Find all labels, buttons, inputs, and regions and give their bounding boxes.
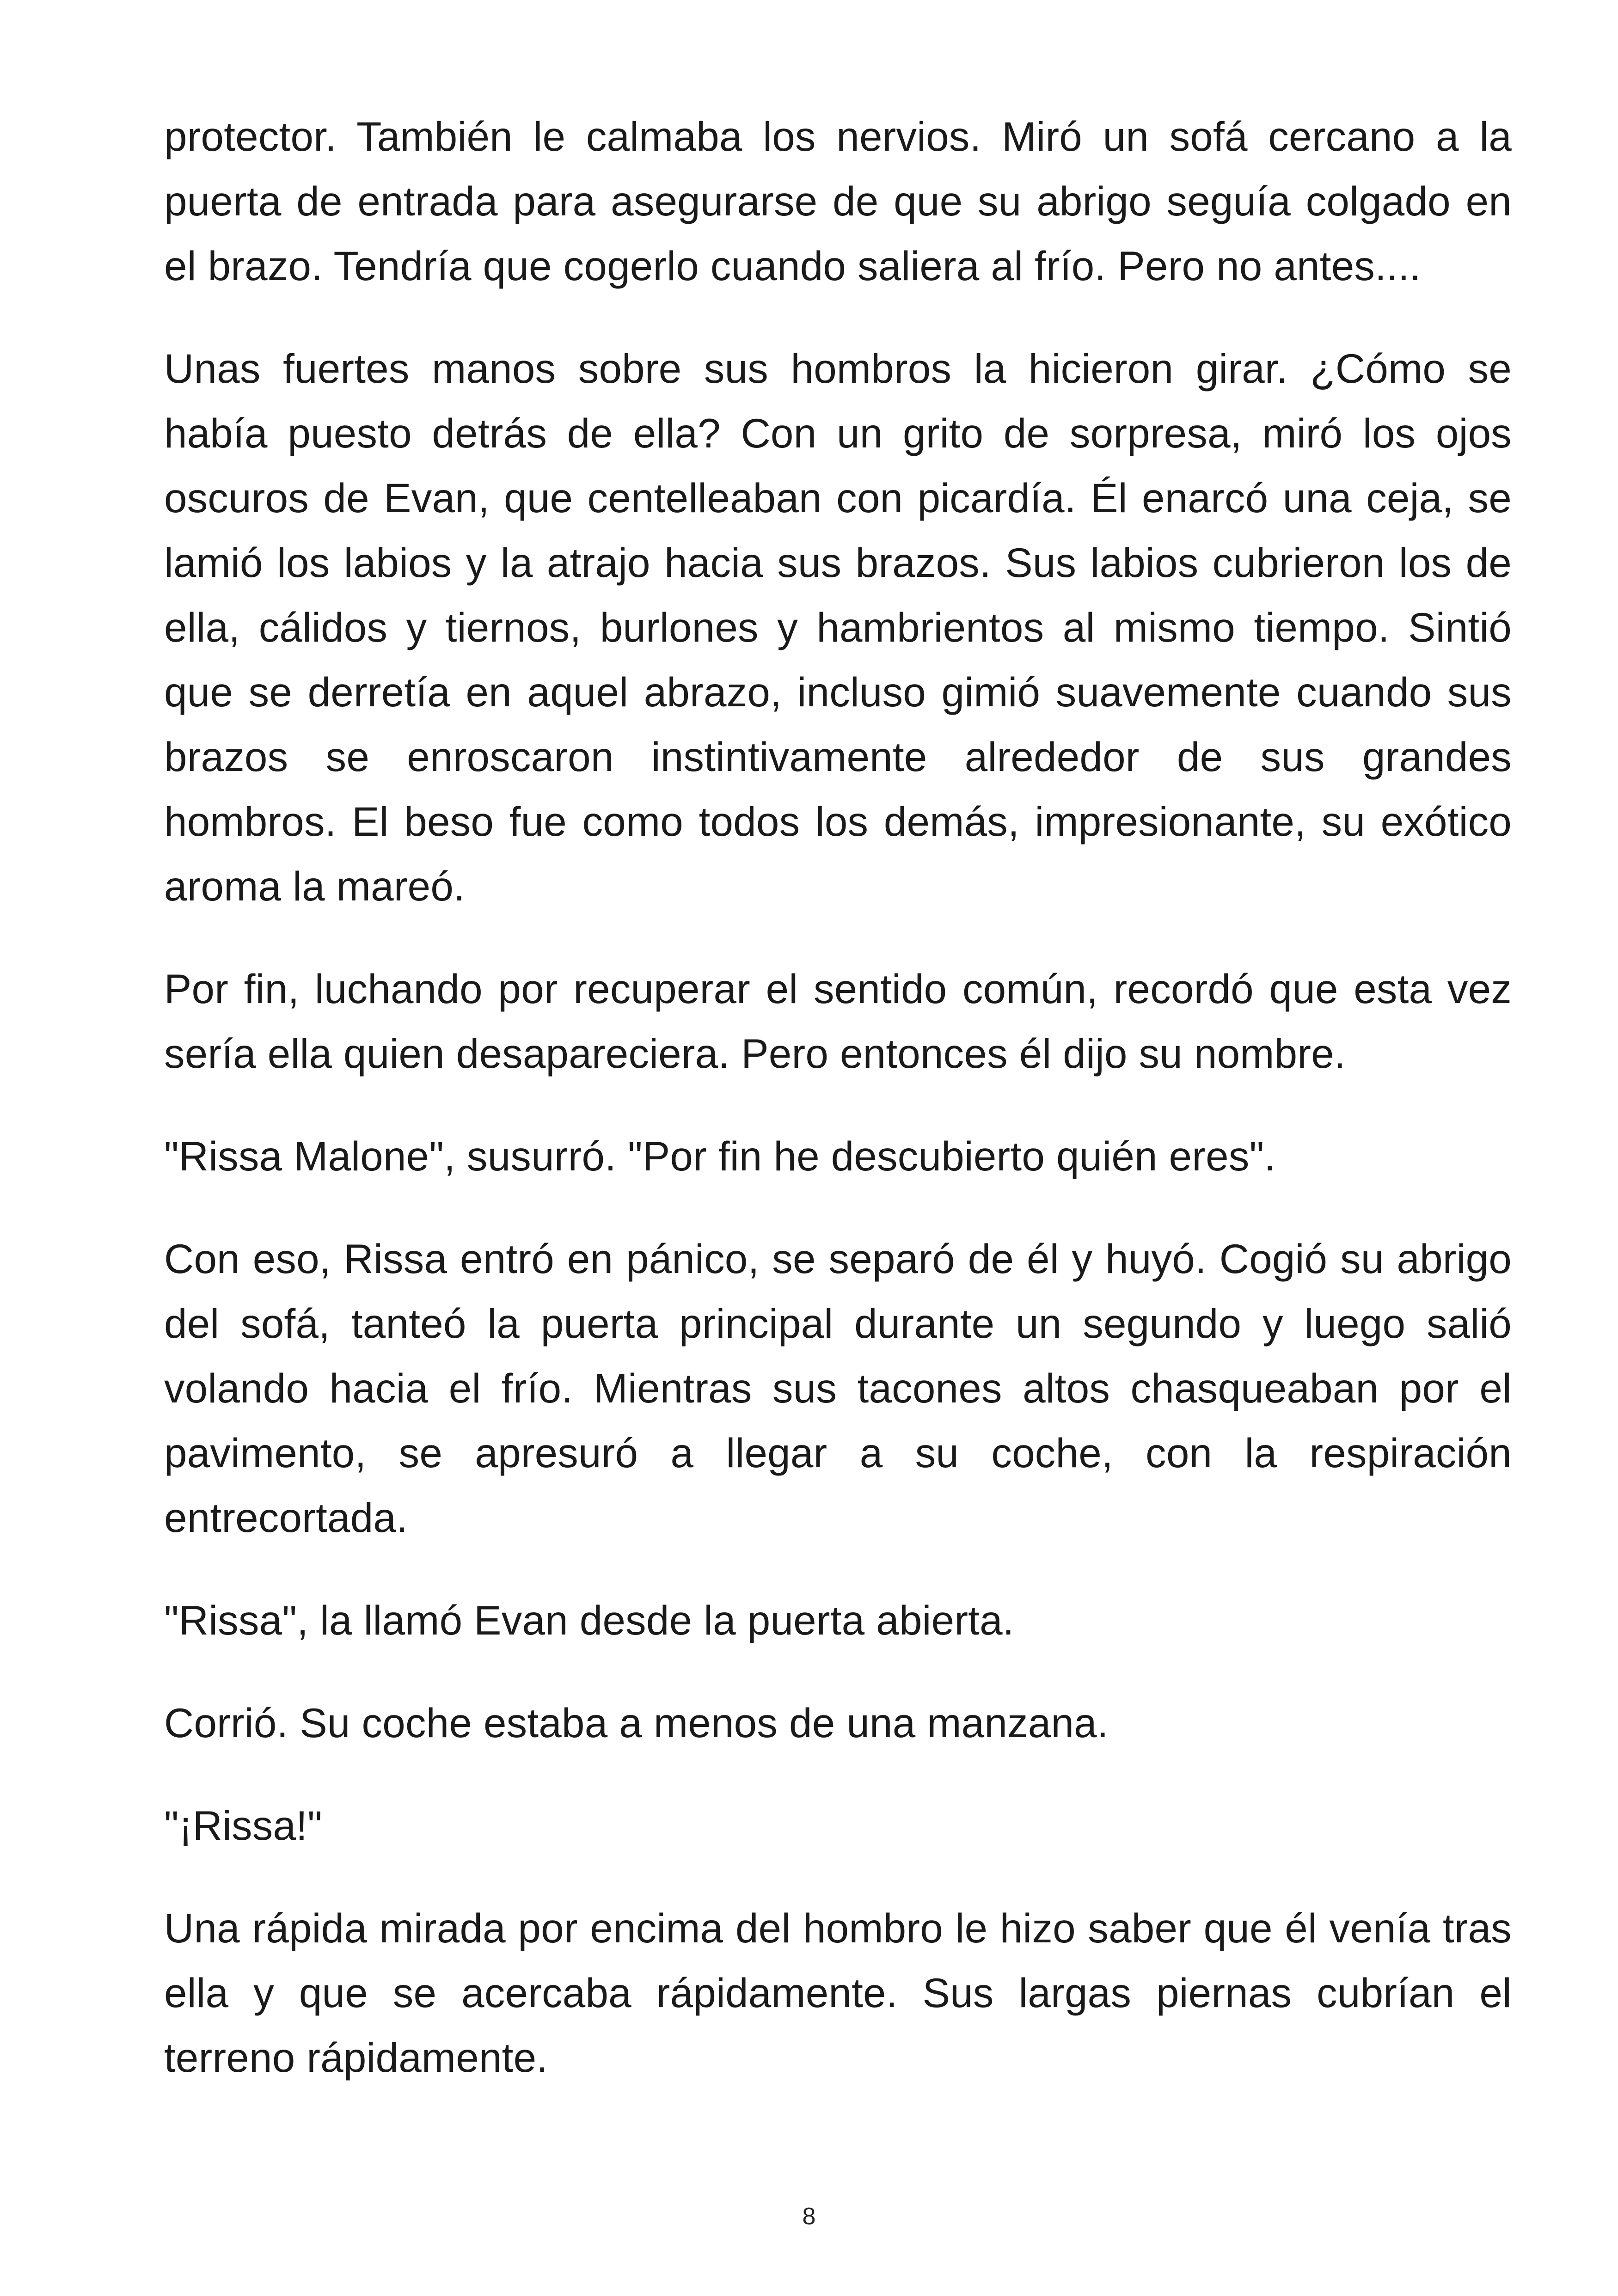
paragraph-2: Unas fuertes manos sobre sus hombros la hicieron girar. ¿Cómo se había puesto detrás de ella? Con un grito de sorpresa, miró los ojos oscuros de Evan, que centelleaban con picardía. Él enarcó una ceja, se lamió los labios y la atrajo hacia sus brazos. Sus labios cubrieron los de ella, cálidos y tiernos, burlones y hambrientos al mismo tiempo. Sintió que se derretía en aquel abrazo, incluso gimió suavemente cuando sus brazos se enroscaron instintivamente alrededor de sus grandes hombros. El beso fue como todos los demás, impresionante, su exótico aroma la mareó. [164, 345, 1512, 909]
body-text [164, 104, 1512, 2090]
paragraph-5: Con eso, Rissa entró en pánico, se separó de él y huyó. Cogió su abrigo del sofá, tanteó la puerta principal durante un segundo y luego salió volando hacia el frío. Mientras sus tacones altos chasqueaban por el pavimento, se apresuró a llegar a su coche, con la respiración entrecortada. [164, 1236, 1512, 1541]
paragraph-8: "¡Rissa!" [164, 1802, 322, 1849]
paragraph-3: Por fin, luchando por recuperar el sentido común, recordó que esta vez sería ella quien desapareciera. Pero entonces él dijo su nombre. [164, 966, 1512, 1077]
paragraph-6: "Rissa", la llamó Evan desde la puerta abierta. [164, 1597, 1014, 1643]
paragraph-9: Una rápida mirada por encima del hombro le hizo saber que él venía tras ella y que se acercaba rápidamente. Sus largas piernas cubrían el terreno rápidamente. [164, 1905, 1512, 2081]
paragraph-4: "Rissa Malone", susurró. "Por fin he descubierto quién eres". [164, 1133, 1276, 1179]
page-number: 8 [802, 2203, 816, 2230]
paragraph-7: Corrió. Su coche estaba a menos de una manzana. [164, 1700, 1109, 1746]
paragraph-1: protector. También le calmaba los nervios. Miró un sofá cercano a la puerta de entrada para asegurarse de que su abrigo seguía colgado en el brazo. Tendría que cogerlo cuando saliera al frío. Pero no antes.... [164, 113, 1512, 289]
